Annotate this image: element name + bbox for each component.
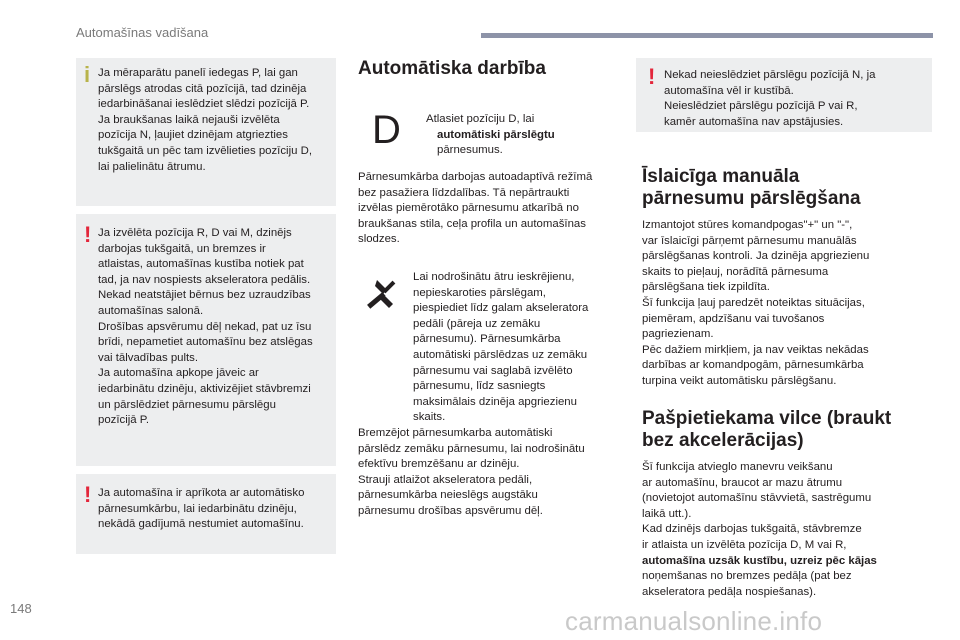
step-instruction: Atlasiet pozīciju D, lai automātiski pārslēgtu pārnesumus. [426,113,555,157]
warning-box-text: Nekad neieslēdziet pārslēgu pozīcijā N, ja automašīna vēl ir kustībā. Neieslēdziet pārslēgu pozīcijā P vai R, kamēr automašīna nav apstājusies. [664,69,876,128]
warning-marker: ! [84,222,92,247]
warning-marker: ! [648,64,656,89]
foot-pedal-icon [363,276,399,312]
section-heading: Automātiska darbība [358,58,546,79]
page-number: 148 [10,601,32,616]
paragraph: Pārnesumkārba darbojas autoadaptīvā režīmā bez pasažiera līdzdalības. Tā nepārtraukti izvēlas piemērotāko pārnesumu atkarībā no braukšanas stila, ceļa profila un automašīnas slodzes. [358,171,593,246]
watermark: carmanualsonline.info [565,606,823,636]
section-heading: Pašpietiekama vilce (braukt bez akcelerācijas) [642,408,892,451]
info-marker: i [84,62,91,87]
warning-box-text: Ja izvēlēta pozīcija R, D vai M, dzinējs darbojas tukšgaitā, un bremzes ir atlaistas, automašīnas kustība notiek pat tad, ja nav nospiests akseleratora pedālis. Nekad neatstājiet bērnus bez uzraudzības automašīnas salonā. Drošības apsvērumu dēļ nekad, pat uz īsu brīdi, nepametiet automašīnu bez atslēgas vai tālvadības pults. Ja automašīna apkope jāveic ar iedarbinātu dzinēju, aktivizējiet stāvbremzi un pārslēdziet pārnesumu pārslēgu pozīcijā P. [98,227,313,427]
paragraph: Lai nodrošinātu ātru ieskrējienu, nepieskaroties pārslēgam, piespiediet līdz galam akseleratora pedāli (pāreja uz zemāku pārnesumu). Pārnesumkārba automātiski pārslēdzas uz zemāku pārnesumu vai saglabā izvēlēto pārnesumu, līdz sasniegts maksimālais dzinēja apgriezienu skaits. [413,271,589,424]
gear-d-symbol: D [372,108,401,152]
paragraph: Šī funkcija atvieglo manevru veikšanu ar automašīnu, braucot ar mazu ātrumu (novietojot automašīnu stāvvietā, sastrēgumu laikā utt.). Kad dzinējs darbojas tukšgaitā, stāvbremze ir atlaista un izvēlēta pozīcija D, M vai R, automašīna uzsāk kustību, uzreiz pēc kājas noņemšanas no bremzes pedāļa (pat bez akseleratora pedāļa nospiešanas). [642,461,877,598]
warning-box-text: Ja automašīna ir aprīkota ar automātisko pārnesumkārbu, lai iedarbinātu dzinēju, nekādā gadījumā nestumiet automašīnu. [98,487,305,531]
info-box-text: Ja mēraparātu panelī iedegas P, lai gan pārslēgs atrodas citā pozīcijā, tad dzinēja iedarbināšanai ieslēdziet slēdzi pozīcijā P. Ja braukšanas laikā nejauši izvēlēta pozīcija N, ļaujiet dzinējam atgriezties tukšgaitā un pēc tam izvēlieties pozīciju D, lai palielinātu ātrumu. [98,67,312,173]
header-bar [481,33,933,38]
paragraph: Izmantojot stūres komandpogas"+" un "-", var īslaicīgi pārņemt pārnesumu manuālās pārslēgšanas kontroli. Ja dzinēja apgriezienu skaits to pieļauj, norādītā pārnesuma pārslēgšana tiek izpildīta. Šī funkcija ļauj paredzēt noteiktas situācijas, piemēram, apdzīšanu vai tuvošanos pagriezienam. Pēc dažiem mirkļiem, ja nav veiktas nekādas darbības ar komandpogām, pārnesumkārba turpina veikt automātisku pārslēgšanu. [642,219,870,387]
header-title: Automašīnas vadīšana [76,25,209,40]
warning-marker: ! [84,482,92,507]
paragraph: Bremzējot pārnesumkarba automātiski pārslēdz zemāku pārnesumu, lai nodrošinātu efektīvu bremzēšanu ar dzinēju. Strauji atlaižot akseleratora pedāli, pārnesumkārba neieslēgs augstāku pārnesumu drošības apsvērumu dēļ. [358,427,585,517]
section-heading: Īslaicīga manuāla pārnesumu pārslēgšana [642,166,861,209]
